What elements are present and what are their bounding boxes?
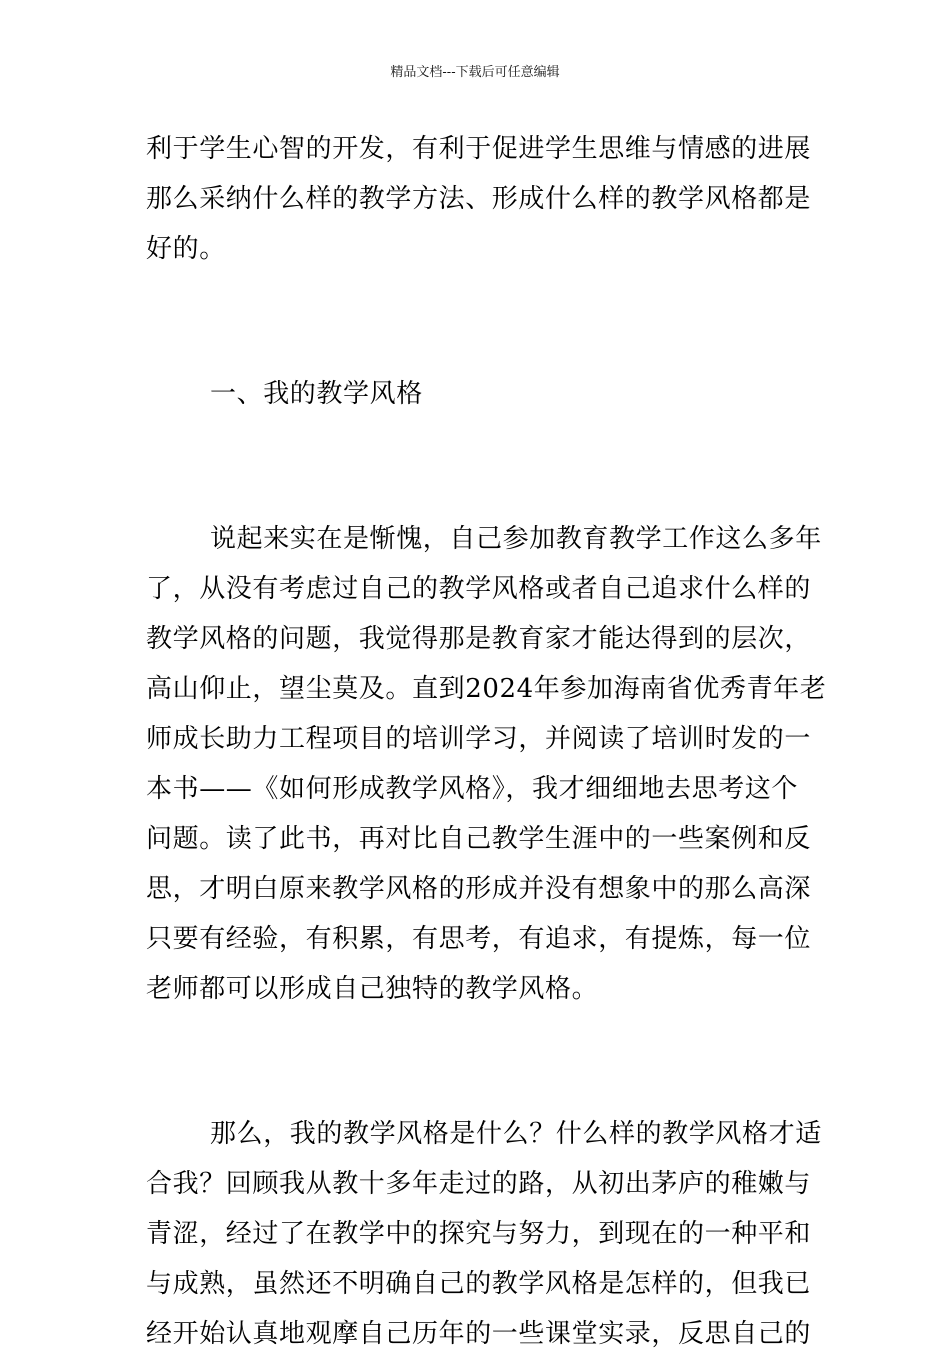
section-heading-text: 一、我的教学风格	[210, 379, 423, 409]
text-line: 合我？回顾我从教十多年走过的路，从初出茅庐的稚嫩与	[146, 1169, 812, 1199]
text-line: 那么采纳什么样的教学方法、形成什么样的教学风格都是	[146, 184, 812, 214]
text-line: 利于学生心智的开发，有利于促进学生思维与情感的进展	[146, 134, 812, 164]
text-line: 那么，我的教学风格是什么？什么样的教学风格才适	[210, 1119, 822, 1149]
text-line: 师成长助力工程项目的培训学习，并阅读了培训时发的一	[146, 724, 812, 754]
text-line: 与成熟，虽然还不明确自己的教学风格是怎样的，但我已	[146, 1269, 812, 1299]
text-line: 只要有经验，有积累，有思考，有追求，有提炼，每一位	[146, 924, 812, 954]
document-body	[146, 124, 827, 1359]
text-line: 思，才明白原来教学风格的形成并没有想象中的那么高深	[146, 874, 812, 904]
paragraph	[146, 514, 827, 1014]
text-line: 本书——《如何形成教学风格》，我才细细地去思考这个	[146, 774, 799, 804]
paragraph-gap	[146, 419, 810, 514]
text-line: 说起来实在是惭愧，自己参加教育教学工作这么多年	[210, 524, 822, 554]
section-heading	[146, 369, 810, 419]
text-line: 教学风格的问题，我觉得那是教育家才能达得到的层次，	[146, 624, 812, 654]
paragraph	[146, 1109, 822, 1359]
text-line: 经开始认真地观摩自己历年的一些课堂实录，反思自己的	[146, 1319, 812, 1349]
text-line: 好的。	[146, 234, 226, 264]
text-line: 问题。读了此书，再对比自己教学生涯中的一些案例和反	[146, 824, 812, 854]
text-line: 青涩，经过了在教学中的探究与努力，到现在的一种平和	[146, 1219, 812, 1249]
paragraph-gap	[146, 274, 810, 369]
text-line: 高山仰止，望尘莫及。直到2024年参加海南省优秀青年老	[146, 674, 827, 704]
page-header: 精品文档---下载后可任意编辑	[390, 65, 560, 80]
paragraph-continuation	[146, 124, 810, 274]
text-line: 了，从没有考虑过自己的教学风格或者自己追求什么样的	[146, 574, 812, 604]
text-line: 老师都可以形成自己独特的教学风格。	[146, 974, 599, 1004]
paragraph-gap	[146, 1014, 810, 1109]
